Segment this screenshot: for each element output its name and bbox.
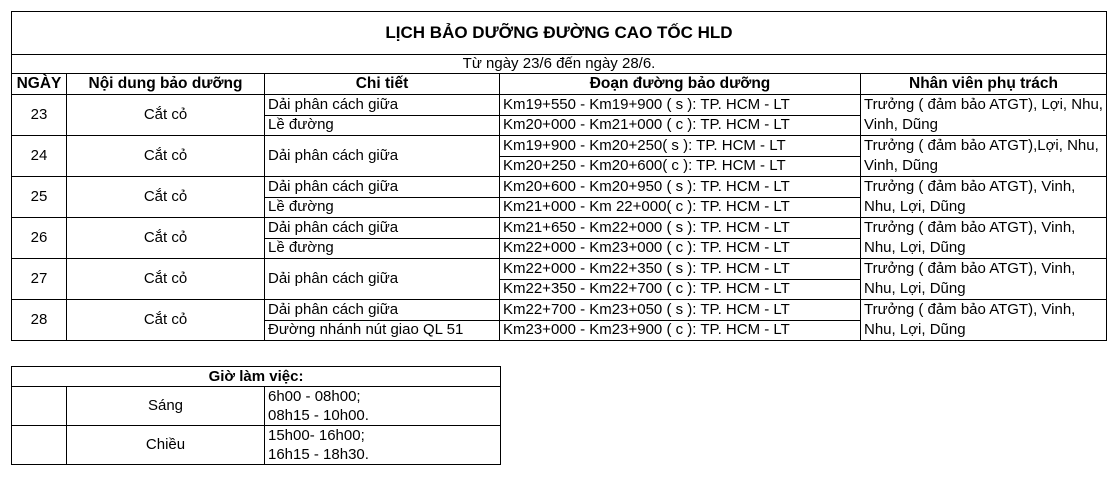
detail-cell: Lề đường (265, 238, 500, 259)
segment-cell: Km22+000 - Km23+000 ( c ): TP. HCM - LT (500, 238, 861, 259)
working-hours-table (11, 366, 501, 465)
table-row (12, 95, 1107, 116)
content-cell: Cắt cỏ (67, 300, 265, 341)
date-range: Từ ngày 23/6 đến ngày 28/6. (12, 55, 1107, 74)
table-row (12, 300, 1107, 321)
table-row (12, 387, 501, 407)
header-segment: Đoạn đường bảo dưỡng (500, 74, 861, 95)
header-content: Nội dung bảo dưỡng (67, 74, 265, 95)
table-row (12, 218, 1107, 239)
segment-cell: Km19+550 - Km19+900 ( s ): TP. HCM - LT (500, 95, 861, 116)
detail-cell: Dải phân cách giữa (265, 259, 500, 300)
staff-cell: Trưởng ( đảm bảo ATGT),Lợi, Nhu, Vinh, Dũng (861, 136, 1107, 177)
day-cell: 23 (12, 95, 67, 136)
table-row (12, 426, 501, 446)
day-cell: 28 (12, 300, 67, 341)
segment-cell: Km19+900 - Km20+250( s ): TP. HCM - LT (500, 136, 861, 157)
header-day: NGÀY (12, 74, 67, 95)
header-staff: Nhân viên phụ trách (861, 74, 1107, 95)
day-cell: 24 (12, 136, 67, 177)
blank-cell (12, 426, 67, 465)
table-row (12, 177, 1107, 198)
segment-cell: Km23+000 - Km23+900 ( c ): TP. HCM - LT (500, 320, 861, 341)
segment-cell: Km21+000 - Km 22+000( c ): TP. HCM - LT (500, 197, 861, 218)
staff-cell: Trưởng ( đảm bảo ATGT), Vinh, Nhu, Lợi, Dũng (861, 177, 1107, 218)
staff-cell: Trưởng ( đảm bảo ATGT), Vinh, Nhu, Lợi, Dũng (861, 300, 1107, 341)
header-detail: Chi tiết (265, 74, 500, 95)
maintenance-schedule-table (11, 11, 1107, 341)
table-row (12, 136, 1107, 157)
content-cell: Cắt cỏ (67, 95, 265, 136)
table-row (12, 259, 1107, 280)
segment-cell: Km20+250 - Km20+600( c ): TP. HCM - LT (500, 156, 861, 177)
staff-cell: Trưởng ( đảm bảo ATGT), Lợi, Nhu, Vinh, Dũng (861, 95, 1107, 136)
content-cell: Cắt cỏ (67, 218, 265, 259)
segment-cell: Km22+350 - Km22+700 ( c ): TP. HCM - LT (500, 279, 861, 300)
shift-label: Chiều (67, 426, 265, 465)
segment-cell: Km22+700 - Km23+050 ( s ): TP. HCM - LT (500, 300, 861, 321)
day-cell: 27 (12, 259, 67, 300)
shift-time: 15h00- 16h00; (265, 426, 501, 446)
page-title: LỊCH BẢO DƯỠNG ĐƯỜNG CAO TỐC HLD (12, 12, 1107, 55)
segment-cell: Km21+650 - Km22+000 ( s ): TP. HCM - LT (500, 218, 861, 239)
header-row (12, 74, 1107, 95)
content-cell: Cắt cỏ (67, 177, 265, 218)
shift-time: 16h15 - 18h30. (265, 445, 501, 465)
day-cell: 26 (12, 218, 67, 259)
detail-cell: Dải phân cách giữa (265, 177, 500, 198)
content-cell: Cắt cỏ (67, 136, 265, 177)
detail-cell: Dải phân cách giữa (265, 218, 500, 239)
shift-time: 08h15 - 10h00. (265, 406, 501, 426)
shift-label: Sáng (67, 387, 265, 426)
shift-time: 6h00 - 08h00; (265, 387, 501, 407)
segment-cell: Km20+000 - Km21+000 ( c ): TP. HCM - LT (500, 115, 861, 136)
blank-cell (12, 387, 67, 426)
working-hours-title: Giờ làm việc: (12, 367, 501, 387)
detail-cell: Lề đường (265, 197, 500, 218)
staff-cell: Trưởng ( đảm bảo ATGT), Vinh, Nhu, Lợi, Dũng (861, 259, 1107, 300)
detail-cell: Dải phân cách giữa (265, 300, 500, 321)
segment-cell: Km22+000 - Km22+350 ( s ): TP. HCM - LT (500, 259, 861, 280)
detail-cell: Dải phân cách giữa (265, 95, 500, 116)
content-cell: Cắt cỏ (67, 259, 265, 300)
day-cell: 25 (12, 177, 67, 218)
detail-cell: Đường nhánh nút giao QL 51 (265, 320, 500, 341)
detail-cell: Lề đường (265, 115, 500, 136)
staff-cell: Trưởng ( đảm bảo ATGT), Vinh, Nhu, Lợi, Dũng (861, 218, 1107, 259)
segment-cell: Km20+600 - Km20+950 ( s ): TP. HCM - LT (500, 177, 861, 198)
detail-cell: Dải phân cách giữa (265, 136, 500, 177)
